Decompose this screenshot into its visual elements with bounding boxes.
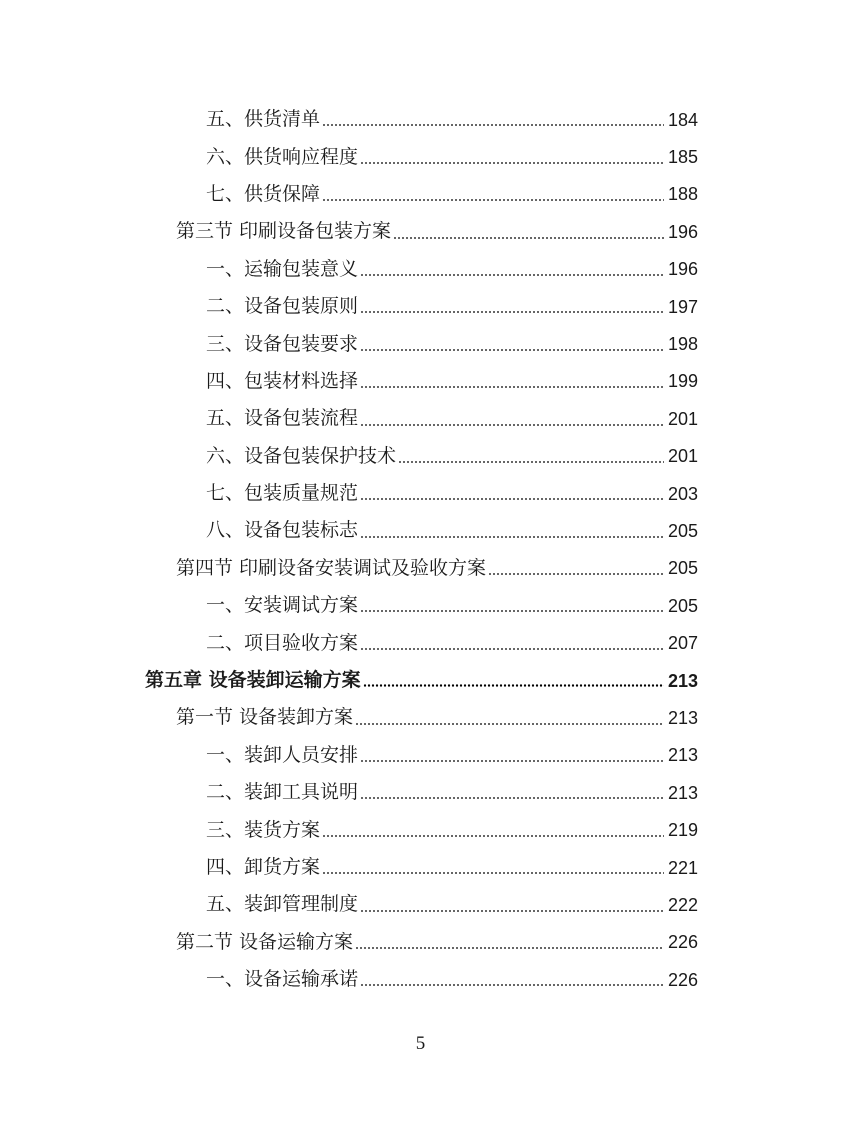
toc-entry-title: 七、供货保障 — [206, 182, 321, 205]
toc-entry-title: 五、装卸管理制度 — [206, 893, 359, 916]
toc-entry-page: 213 — [667, 707, 698, 728]
toc-dot-leader — [360, 797, 664, 799]
toc-dot-leader — [322, 835, 664, 837]
toc-entry-item[interactable] — [0, 363, 841, 400]
toc-entry-title: 第三节 印刷设备包装方案 — [176, 220, 392, 243]
toc-entry-title: 五、设备包装流程 — [206, 407, 359, 430]
toc-dot-leader — [360, 760, 664, 762]
toc-entry-item[interactable] — [0, 774, 841, 811]
toc-entry-item[interactable] — [0, 587, 841, 624]
toc-entry-title: 一、装卸人员安排 — [206, 743, 359, 766]
toc-entry-item[interactable] — [0, 251, 841, 288]
toc-entry-item[interactable] — [0, 438, 841, 475]
toc-entry-title: 五、供货清单 — [206, 108, 321, 131]
toc-entry-title: 二、设备包装原则 — [206, 295, 359, 318]
toc-entry-item[interactable] — [0, 737, 841, 774]
toc-entry-page: 213 — [667, 782, 698, 803]
toc-dot-leader — [360, 984, 664, 986]
toc-entry-page: 205 — [667, 595, 698, 616]
toc-entry-title: 第一节 设备装卸方案 — [176, 706, 354, 729]
toc-dot-leader — [360, 274, 664, 276]
toc-entry-section[interactable] — [0, 213, 841, 250]
toc-dot-leader — [322, 872, 664, 874]
toc-entry-title: 六、供货响应程度 — [206, 145, 359, 168]
toc-entry-page: 221 — [667, 857, 698, 878]
toc-dot-leader — [322, 124, 664, 126]
toc-entry-title: 六、设备包装保护技术 — [206, 444, 397, 467]
toc-entry-item[interactable] — [0, 101, 841, 138]
toc-entry-page: 226 — [667, 969, 698, 990]
toc-entry-page: 219 — [667, 820, 698, 841]
toc-entry-title: 三、设备包装要求 — [206, 332, 359, 355]
toc-entry-title: 第四节 印刷设备安装调试及验收方案 — [176, 556, 487, 579]
toc-entry-title: 二、项目验收方案 — [206, 631, 359, 654]
toc-entry-page: 199 — [667, 371, 698, 392]
toc-entry-page: 222 — [667, 894, 698, 915]
toc-dot-leader — [355, 723, 664, 725]
toc-entry-title: 第五章 设备装卸运输方案 — [145, 669, 361, 692]
toc-entry-page: 188 — [667, 184, 698, 205]
toc-entry-item[interactable] — [0, 138, 841, 175]
toc-entry-item[interactable] — [0, 400, 841, 437]
toc-dot-leader — [393, 237, 664, 239]
page-number: 5 — [415, 1033, 426, 1054]
toc-entry-title: 一、设备运输承诺 — [206, 968, 359, 991]
toc-entry-page: 207 — [667, 633, 698, 654]
toc-dot-leader — [360, 498, 664, 500]
toc-entry-page: 205 — [667, 558, 698, 579]
toc-entry-title: 七、包装质量规范 — [206, 482, 359, 505]
toc-entry-item[interactable] — [0, 176, 841, 213]
toc-dot-leader — [360, 311, 664, 313]
toc-entry-page: 203 — [667, 483, 698, 504]
toc-dot-leader — [398, 461, 664, 463]
toc-entry-title: 三、装货方案 — [206, 818, 321, 841]
toc-entry-item[interactable] — [0, 475, 841, 512]
toc-dot-leader — [360, 536, 664, 538]
toc-entry-page: 213 — [667, 745, 698, 766]
toc-entry-item[interactable] — [0, 811, 841, 848]
toc-entry-item[interactable] — [0, 325, 841, 362]
toc-entry-page: 196 — [667, 221, 698, 242]
toc-entry-title: 四、包装材料选择 — [206, 369, 359, 392]
toc-dot-leader — [363, 684, 664, 687]
toc-entry-page: 205 — [667, 520, 698, 541]
toc-dot-leader — [360, 162, 664, 164]
toc-entry-page: 201 — [667, 408, 698, 429]
toc-entry-page: 185 — [667, 147, 698, 168]
table-of-contents — [0, 101, 841, 998]
toc-entry-page: 201 — [667, 446, 698, 467]
toc-entry-chapter[interactable] — [0, 662, 841, 699]
toc-entry-page: 196 — [667, 259, 698, 280]
toc-entry-item[interactable] — [0, 886, 841, 923]
toc-entry-item[interactable] — [0, 849, 841, 886]
toc-dot-leader — [360, 910, 664, 912]
toc-dot-leader — [360, 648, 664, 650]
toc-entry-title: 二、装卸工具说明 — [206, 781, 359, 804]
toc-dot-leader — [360, 424, 664, 426]
toc-dot-leader — [488, 573, 664, 575]
toc-dot-leader — [360, 386, 664, 388]
toc-entry-page: 213 — [667, 670, 698, 691]
toc-dot-leader — [355, 947, 664, 949]
toc-entry-page: 226 — [667, 932, 698, 953]
toc-entry-title: 第二节 设备运输方案 — [176, 930, 354, 953]
toc-dot-leader — [322, 199, 664, 201]
toc-dot-leader — [360, 610, 664, 612]
toc-entry-page: 184 — [667, 109, 698, 130]
toc-entry-item[interactable] — [0, 288, 841, 325]
toc-entry-section[interactable] — [0, 550, 841, 587]
toc-entry-item[interactable] — [0, 512, 841, 549]
toc-entry-section[interactable] — [0, 699, 841, 736]
toc-entry-section[interactable] — [0, 924, 841, 961]
toc-entry-page: 198 — [667, 334, 698, 355]
toc-entry-title: 八、设备包装标志 — [206, 519, 359, 542]
toc-entry-page: 197 — [667, 296, 698, 317]
toc-entry-title: 四、卸货方案 — [206, 856, 321, 878]
toc-entry-title: 一、安装调试方案 — [206, 594, 359, 617]
toc-entry-title: 一、运输包装意义 — [206, 257, 359, 280]
toc-entry-item[interactable] — [0, 961, 841, 998]
toc-entry-item[interactable] — [0, 624, 841, 661]
toc-dot-leader — [360, 349, 664, 351]
